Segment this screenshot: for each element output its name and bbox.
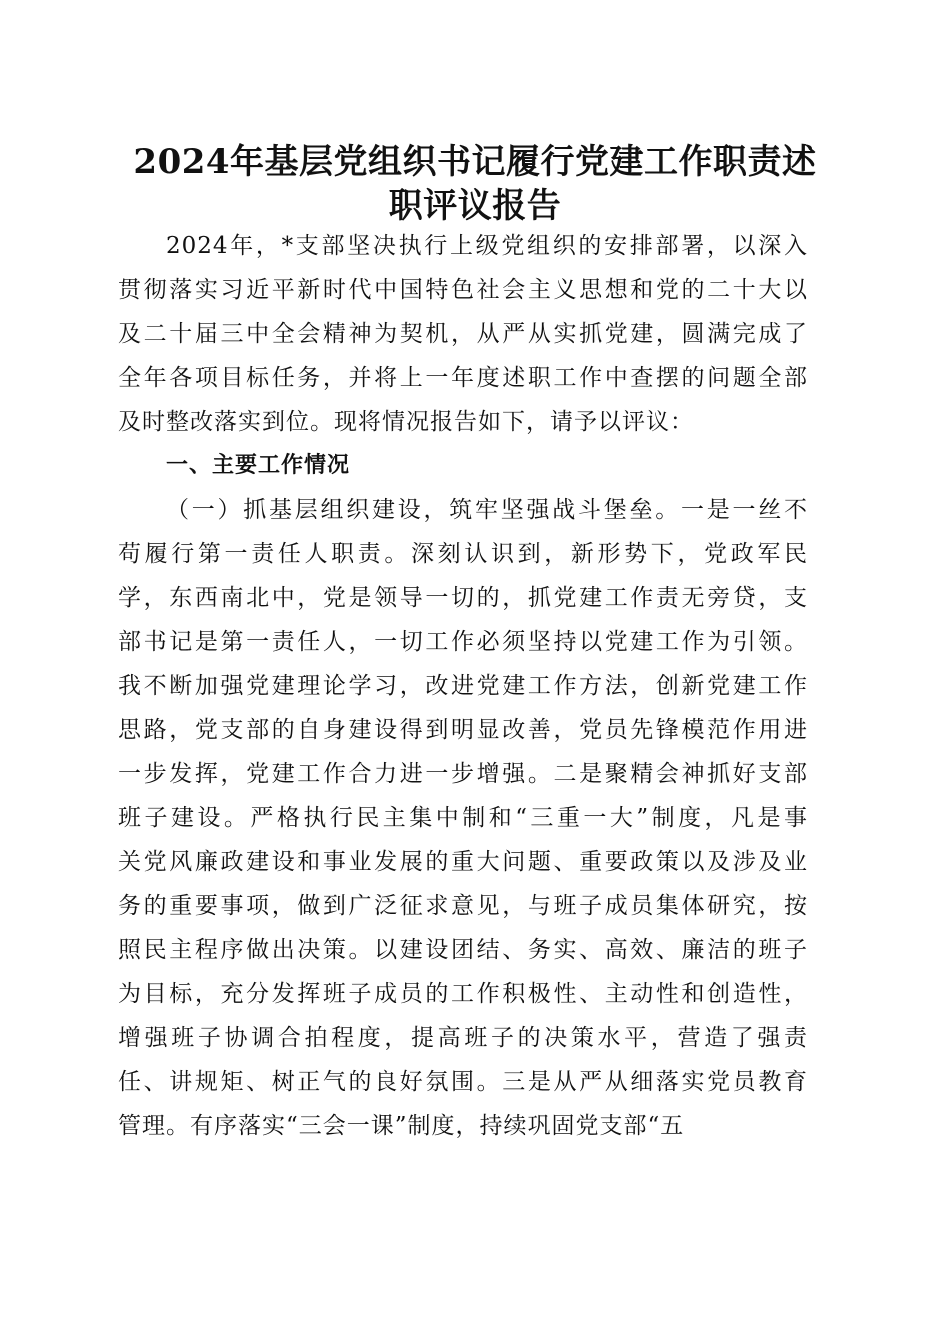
section-line: （一）抓基层组织建设，筑牢坚强战斗堡垒。一是一丝不 <box>166 497 808 523</box>
intro-line: 2024年，*支部坚决执行上级党组织的安排部署，以深入 <box>166 233 808 259</box>
document-title-line-2: 职评议报告 <box>388 186 562 226</box>
intro-line: 贯彻落实习近平新时代中国特色社会主义思想和党的二十大以 <box>118 277 808 303</box>
section-line: 增强班子协调合拍程度，提高班子的决策水平，营造了强责 <box>118 1025 808 1051</box>
document-body <box>118 224 808 1148</box>
section-line: 苟履行第一责任人职责。深刻认识到，新形势下，党政军民 <box>118 541 808 567</box>
section-line: 管理。有序落实“三会一课”制度，持续巩固党支部“五 <box>118 1113 685 1139</box>
section-line: 照民主程序做出决策。以建设团结、务实、高效、廉洁的班子 <box>118 937 808 963</box>
section-heading: 一、主要工作情况 <box>166 453 351 478</box>
section-line: 部书记是第一责任人，一切工作必须坚持以党建工作为引领。 <box>118 629 808 655</box>
section-line: 一步发挥，党建工作合力进一步增强。二是聚精会神抓好支部 <box>118 761 808 787</box>
section-line: 为目标，充分发挥班子成员的工作积极性、主动性和创造性， <box>118 981 808 1007</box>
section-line: 我不断加强党建理论学习，改进党建工作方法，创新党建工作 <box>118 673 808 699</box>
intro-line: 及时整改落实到位。现将情况报告如下，请予以评议： <box>118 409 694 435</box>
intro-line: 全年各项目标任务，并将上一年度述职工作中查摆的问题全部 <box>118 365 808 391</box>
section-line: 务的重要事项，做到广泛征求意见，与班子成员集体研究，按 <box>118 893 808 919</box>
section-line: 班子建设。严格执行民主集中制和“三重一大”制度，凡是事 <box>118 805 808 831</box>
section-line: 思路，党支部的自身建设得到明显改善，党员先锋模范作用进 <box>118 717 808 743</box>
intro-line: 及二十届三中全会精神为契机，从严从实抓党建，圆满完成了 <box>118 321 808 347</box>
section-line: 任、讲规矩、树正气的良好氛围。三是从严从细落实党员教育 <box>118 1069 808 1095</box>
document-title-line-1: 2024年基层党组织书记履行党建工作职责述 <box>133 142 817 182</box>
section-line: 关党风廉政建设和事业发展的重大问题、重要政策以及涉及业 <box>118 849 808 875</box>
section-line: 学，东西南北中，党是领导一切的，抓党建工作责无旁贷，支 <box>118 585 808 611</box>
